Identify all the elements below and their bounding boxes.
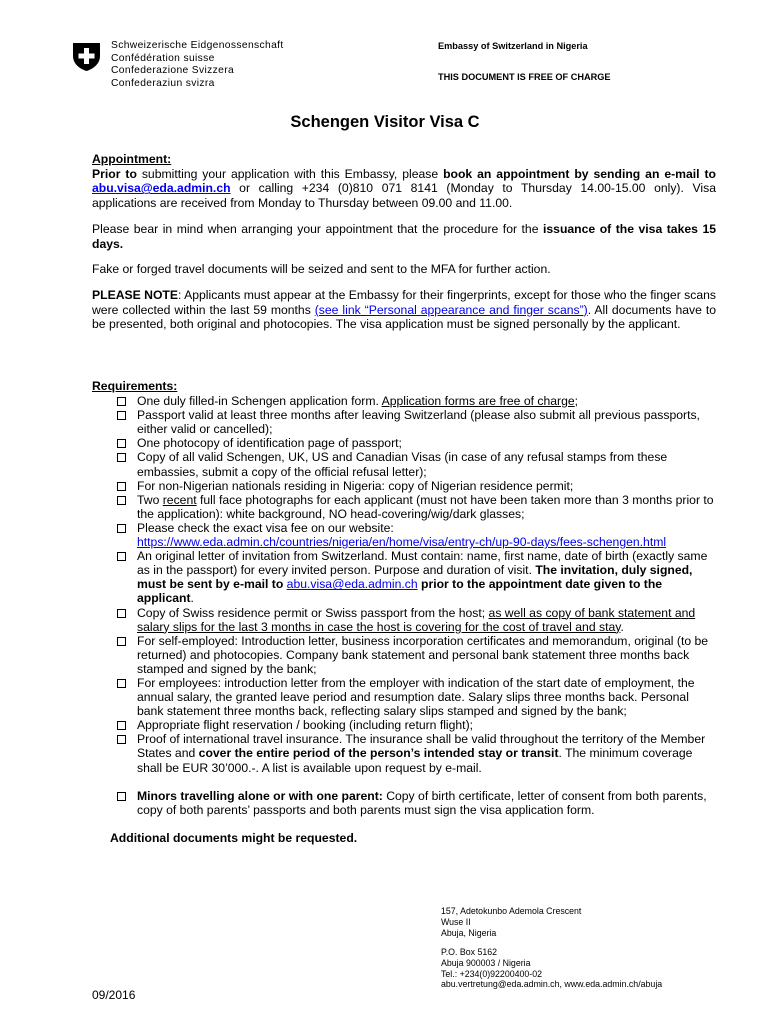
checkbox-icon[interactable] (117, 453, 126, 462)
appointment-heading: Appointment: (92, 152, 172, 166)
federation-name-it: Confederazione Svizzera (111, 65, 235, 77)
requirement-item (92, 479, 716, 493)
embassy-address (441, 906, 581, 938)
item-text: Two (137, 492, 163, 507)
requirement-item (92, 634, 716, 676)
checkbox-icon[interactable] (117, 609, 126, 618)
appointment-hours-text: or calling +234 (0)810 071 8141 (Monday to Thursday 14.00-15.00 only). Visa applications are received from Monday to Thursday between 09.00 and 11.00. (92, 181, 716, 210)
checkbox-icon[interactable] (117, 496, 126, 505)
checkbox-icon[interactable] (117, 524, 126, 533)
item-text: One duly filled-in Schengen application form. (137, 394, 382, 409)
item-text: An original letter of invitation from Switzerland. Must contain: name, first name, date of birth (exactly same as in the passport) for every invited person. Purpose and duration of visit. (137, 549, 708, 578)
requirement-item (92, 493, 716, 521)
checkbox-icon[interactable] (117, 637, 126, 646)
checkbox-icon[interactable] (117, 411, 126, 420)
checkbox-icon[interactable] (117, 397, 126, 406)
requirement-item (92, 732, 716, 774)
invitation-email-link[interactable]: abu.visa@eda.admin.ch (286, 577, 418, 592)
requirement-item (92, 789, 716, 817)
invitation-instruction: The invitation, duly signed, must be sent by e-mail to (137, 563, 693, 592)
item-text: Please check the exact visa fee on our website: (137, 520, 394, 535)
requirement-item (92, 549, 716, 605)
embassy-contact (441, 947, 662, 990)
postal-address: Abuja 900003 / Nigeria (441, 957, 531, 968)
bank-statement-note: as well as copy of bank statement and salary slips for the last 3 months in case the host is covering for the cost of travel and stay (137, 605, 696, 634)
requirements-heading: Requirements: (92, 379, 178, 393)
item-text: One photocopy of identification page of passport; (137, 436, 402, 451)
item-text: Copy of Swiss residence permit or Swiss passport from the host; (137, 605, 489, 620)
appointment-text-part: submitting your application with this Embassy, please (136, 166, 444, 181)
item-text: ; (574, 394, 579, 409)
requirements-section (92, 379, 716, 845)
free-forms-note: Application forms are free of charge (381, 394, 575, 409)
telephone: Tel.: +234(0)92200400-02 (441, 968, 542, 979)
requirement-item (92, 606, 716, 634)
contact-email-website: abu.vertretung@eda.admin.ch, www.eda.admin.ch/abuja (441, 979, 663, 990)
checkbox-icon[interactable] (117, 482, 126, 491)
visa-email-link[interactable]: abu.visa@eda.admin.ch (92, 181, 231, 196)
item-text: For non-Nigerian nationals residing in Nigeria: copy of Nigerian residence permit; (137, 478, 574, 493)
item-text: For self-employed: Introduction letter, business incorporation certificates and memorandum, original (to be returned) and photocopies. Company bank statement and personal bank statement three months back stamped and signed by the bank; (137, 633, 709, 676)
checkbox-icon[interactable] (117, 735, 126, 744)
item-text: Proof of international travel insurance. The insurance shall be valid throughout the territory of the Member States and (137, 732, 706, 761)
invitation-instruction: prior to the appointment date given to the applicant (137, 577, 663, 606)
requirement-item (92, 521, 716, 549)
federation-name-de: Schweizerische Eidgenossenschaft (111, 40, 284, 51)
item-text: For employees: introduction letter from the employer with indication of the start date of employment, the annual salary, the granted leave period and resumption date. Salary slips three months back. Personal bank statement three months back, reflecting salary slips stamped and signed by the bank; (137, 675, 695, 719)
federation-names (111, 40, 284, 90)
item-text: . (620, 619, 624, 634)
visa-fee-link[interactable]: https://www.eda.admin.ch/countries/nigeria/en/home/visa/entry-ch/up-90-days/fees-schengen.html (137, 535, 667, 550)
insurance-coverage: cover the entire period of the person’s intended stay or transit (198, 746, 559, 761)
requirement-item (92, 408, 716, 436)
please-note-text-end: . All documents have to be presented, both original and photocopies. The visa application must be signed personally by the applicant. (92, 302, 717, 332)
item-text: . (190, 591, 194, 606)
checkbox-icon[interactable] (117, 552, 126, 561)
prior-to-label: Prior to (92, 166, 137, 181)
please-note-text: : Applicants must appear at the Embassy for their fingerprints, except for those who the finger scans were collected within the last 59 months (92, 288, 716, 317)
fake-documents-warning: Fake or forged travel documents will be seized and sent to the MFA for further action. (92, 262, 551, 276)
swiss-coat-of-arms-icon (71, 41, 102, 72)
minors-label: Minors travelling alone or with one parent: (137, 788, 383, 803)
requirement-item (92, 436, 716, 450)
appointment-text (92, 167, 716, 211)
please-note-paragraph (92, 288, 716, 332)
item-text: Appropriate flight reservation / booking (including return flight); (137, 718, 474, 733)
requirement-item (92, 450, 716, 478)
issuance-paragraph (92, 222, 716, 251)
finger-scans-link[interactable]: (see link “Personal appearance and finger scans”) (314, 302, 588, 317)
book-appointment-text: book an appointment by sending an e-mail to (443, 166, 716, 181)
free-of-charge-notice: THIS DOCUMENT IS FREE OF CHARGE (438, 72, 611, 82)
checkbox-icon[interactable] (117, 679, 126, 688)
item-text: . The minimum coverage shall be EUR 30’000.-. A list is available upon request by e-mail. (137, 746, 693, 775)
item-text: Passport valid at least three months after leaving Switzerland (please also submit all previous passports, either valid or cancelled); (137, 408, 700, 437)
requirement-item (92, 676, 716, 718)
additional-documents-note: Additional documents might be requested. (110, 830, 358, 845)
issuance-duration: issuance of the visa takes 15 days. (92, 222, 716, 251)
item-text: Copy of all valid Schengen, UK, US and Canadian Visas (in case of any refusal stamps from these embassies, submit a copy of the official refusal letter); (137, 450, 668, 479)
address-line: 157, Adetokunbo Ademola Crescent (441, 906, 582, 916)
federation-name-fr: Confédération suisse (111, 52, 215, 64)
address-line: Abuja, Nigeria (441, 927, 497, 938)
checkbox-icon[interactable] (117, 439, 126, 448)
recent-label: recent (162, 492, 197, 507)
please-note-label: PLEASE NOTE (92, 288, 179, 302)
appointment-section (92, 152, 716, 210)
document-title: Schengen Visitor Visa C (290, 113, 480, 131)
requirement-item (92, 718, 716, 732)
checkbox-icon[interactable] (117, 792, 126, 801)
checkbox-icon[interactable] (117, 721, 126, 730)
item-text: full face photographs for each applicant (must not have been taken more than 3 months prior to the application): white background, NO head-covering/wig/dark glasses; (137, 492, 714, 521)
federation-name-rm: Confederaziun svizra (111, 77, 215, 89)
po-box: P.O. Box 5162 (441, 947, 498, 957)
item-text: Copy of birth certificate, letter of consent from both parents, copy of both parents’ passports and both parents must sign the visa application form. (137, 788, 707, 817)
document-date: 09/2016 (92, 988, 136, 1002)
address-line: Wuse II (441, 916, 471, 927)
issuance-text: Please bear in mind when arranging your appointment that the procedure for the (92, 222, 544, 236)
embassy-name: Embassy of Switzerland in Nigeria (438, 41, 588, 51)
requirement-item (92, 394, 716, 408)
